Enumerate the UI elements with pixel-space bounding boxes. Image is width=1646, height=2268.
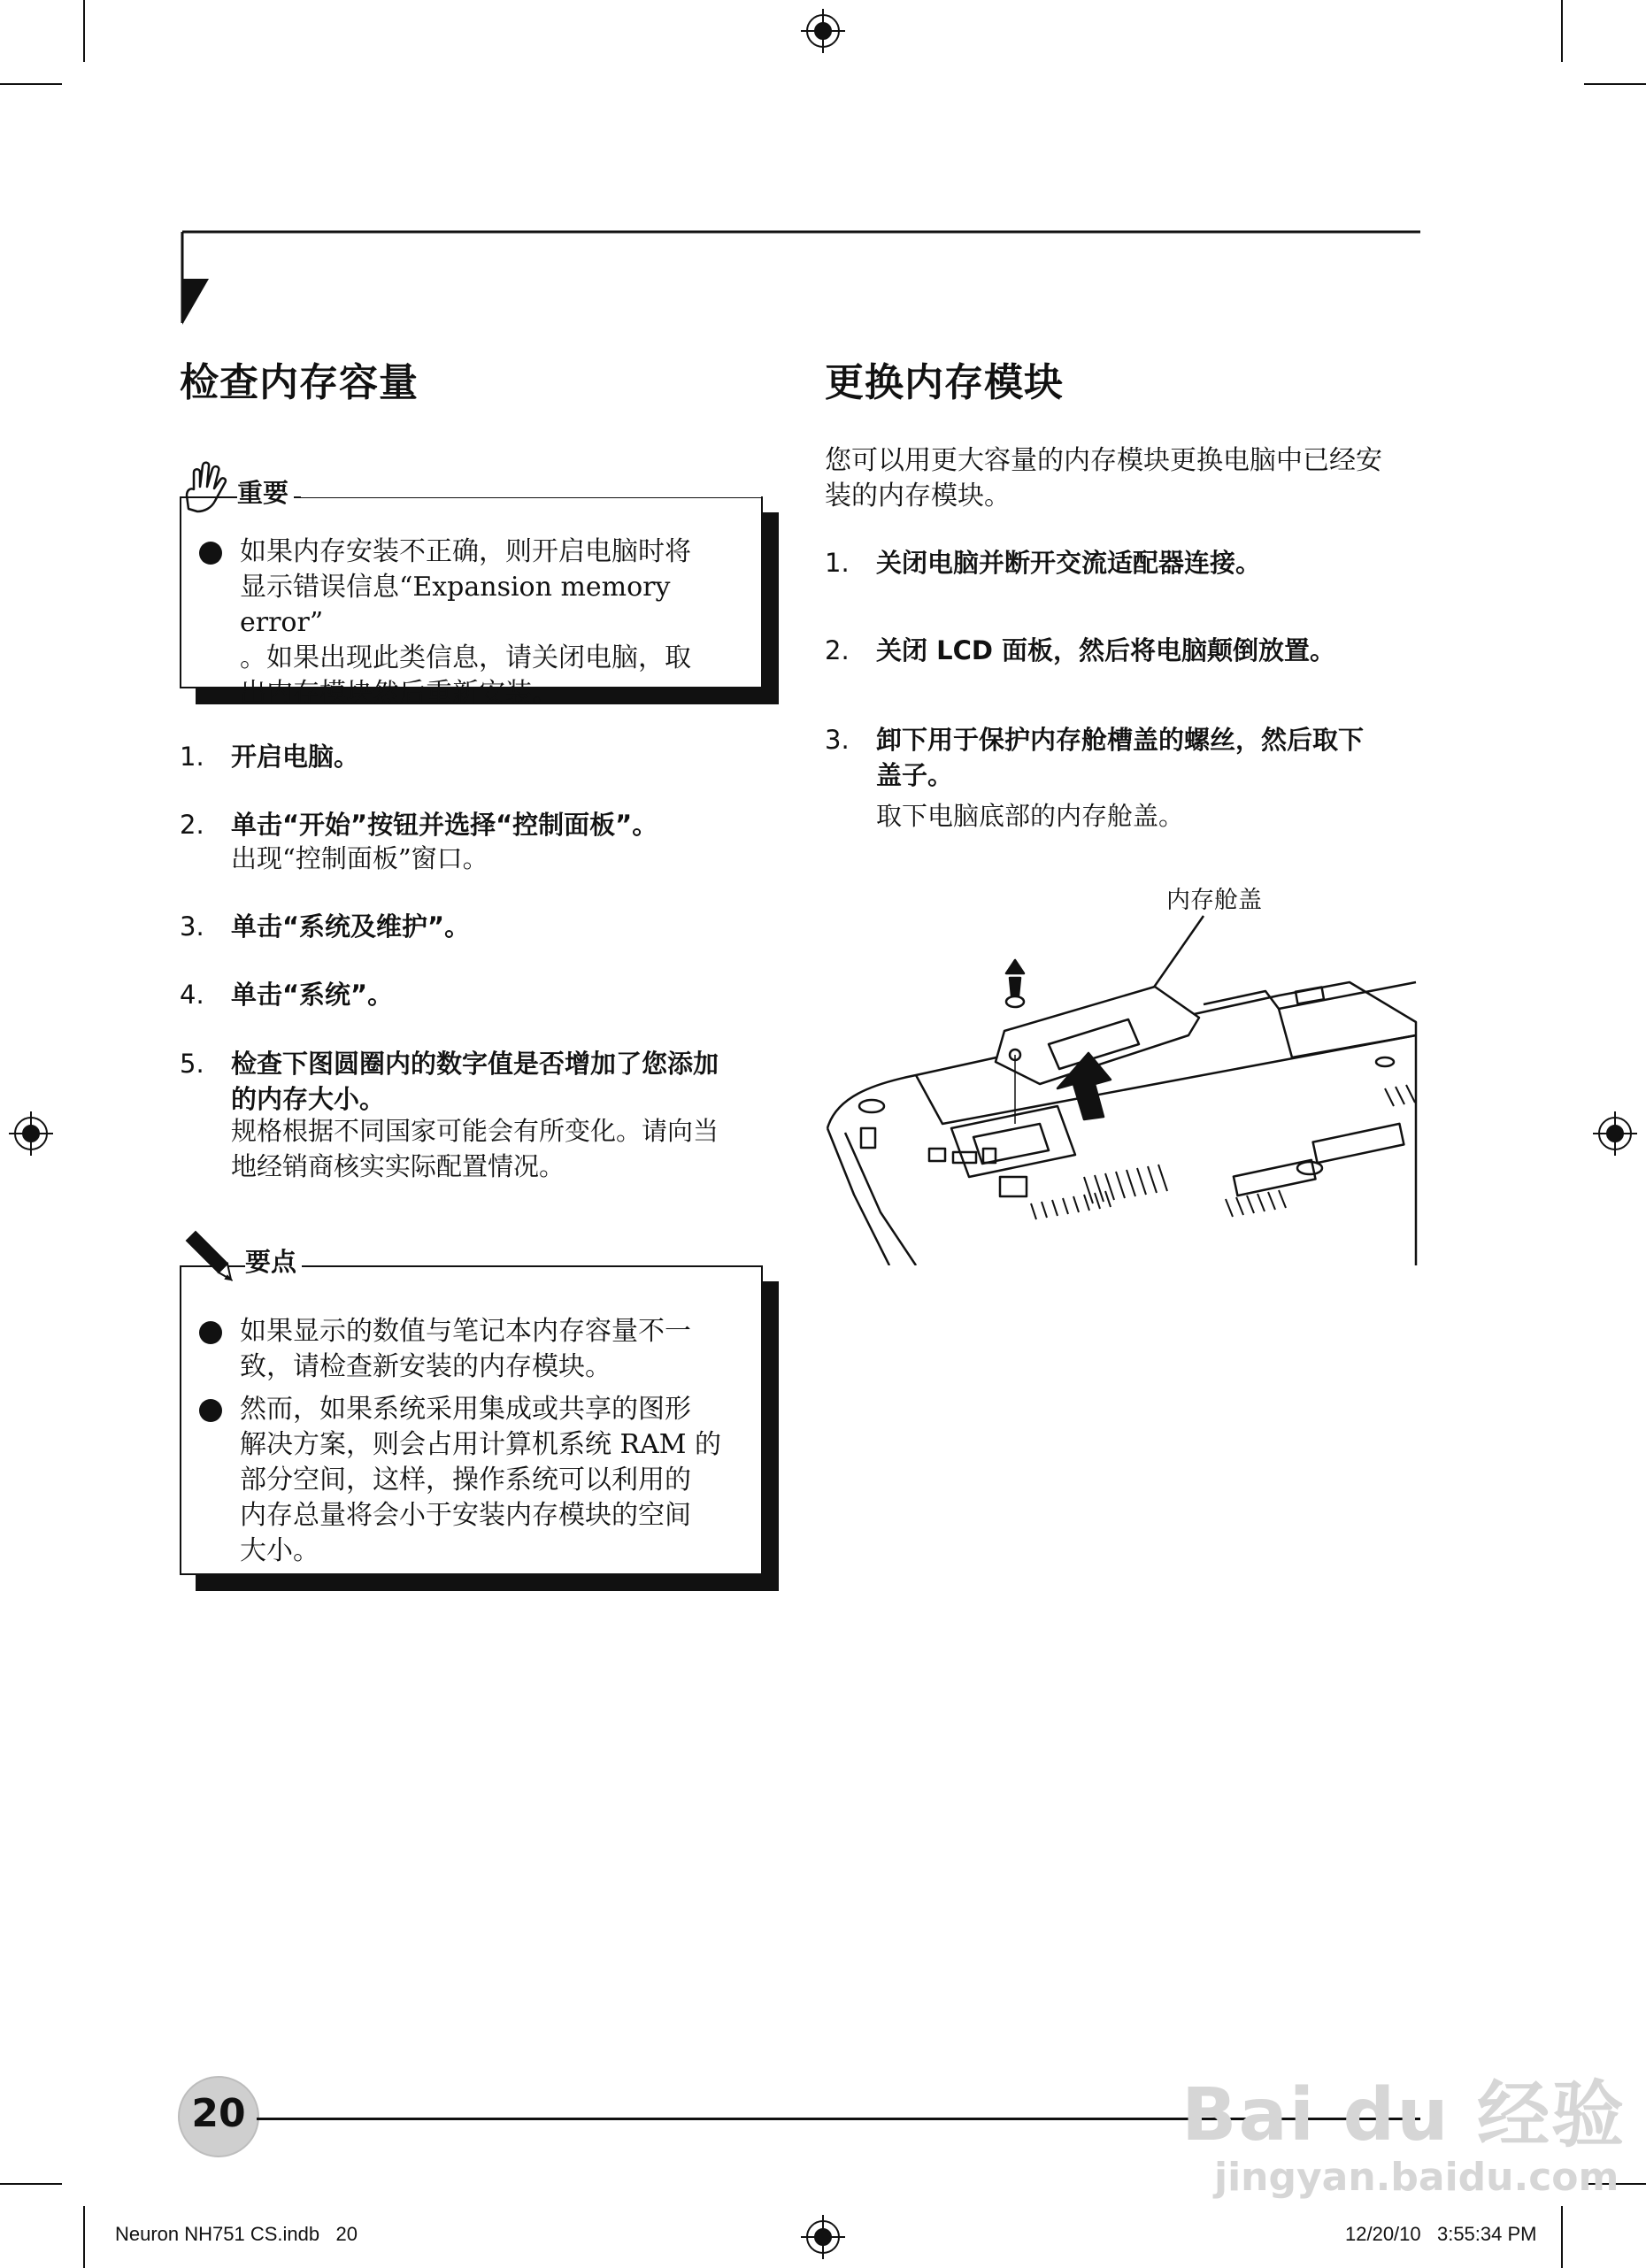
bullet-dot [199, 1399, 222, 1422]
page-number: 20 [191, 2091, 246, 2136]
footer-file: Neuron NH751 CS.indb 20 [115, 2223, 358, 2245]
figure-label: 内存舱盖 [1166, 887, 1262, 914]
important-label: 重要 [237, 473, 294, 510]
bullet-dot [199, 542, 222, 565]
registration-mark-icon [1593, 1111, 1637, 1156]
laptop-bottom-figure [819, 911, 1420, 1265]
pencil-note-icon [181, 1230, 233, 1285]
header-rule [177, 226, 1420, 332]
right-heading: 更换内存模块 [825, 360, 1064, 405]
bullet-dot [199, 1321, 222, 1344]
footer-timestamp: 12/20/10 3:55:34 PM [1345, 2223, 1537, 2245]
right-intro: 您可以用更大容量的内存模块更换电脑中已经安 装的内存模块。 [825, 445, 1382, 511]
note-label: 要点 [245, 1242, 302, 1279]
left-heading: 检查内存容量 [180, 360, 419, 405]
important-label-rule [301, 496, 761, 497]
registration-mark-icon [801, 2215, 845, 2259]
watermark-url: jingyan.baidu.com [1214, 2155, 1619, 2200]
registration-mark-icon [801, 9, 845, 53]
registration-mark-icon [9, 1111, 53, 1156]
watermark-brand: Bai du 经验 [1181, 2073, 1627, 2157]
hand-important-icon [181, 460, 227, 515]
